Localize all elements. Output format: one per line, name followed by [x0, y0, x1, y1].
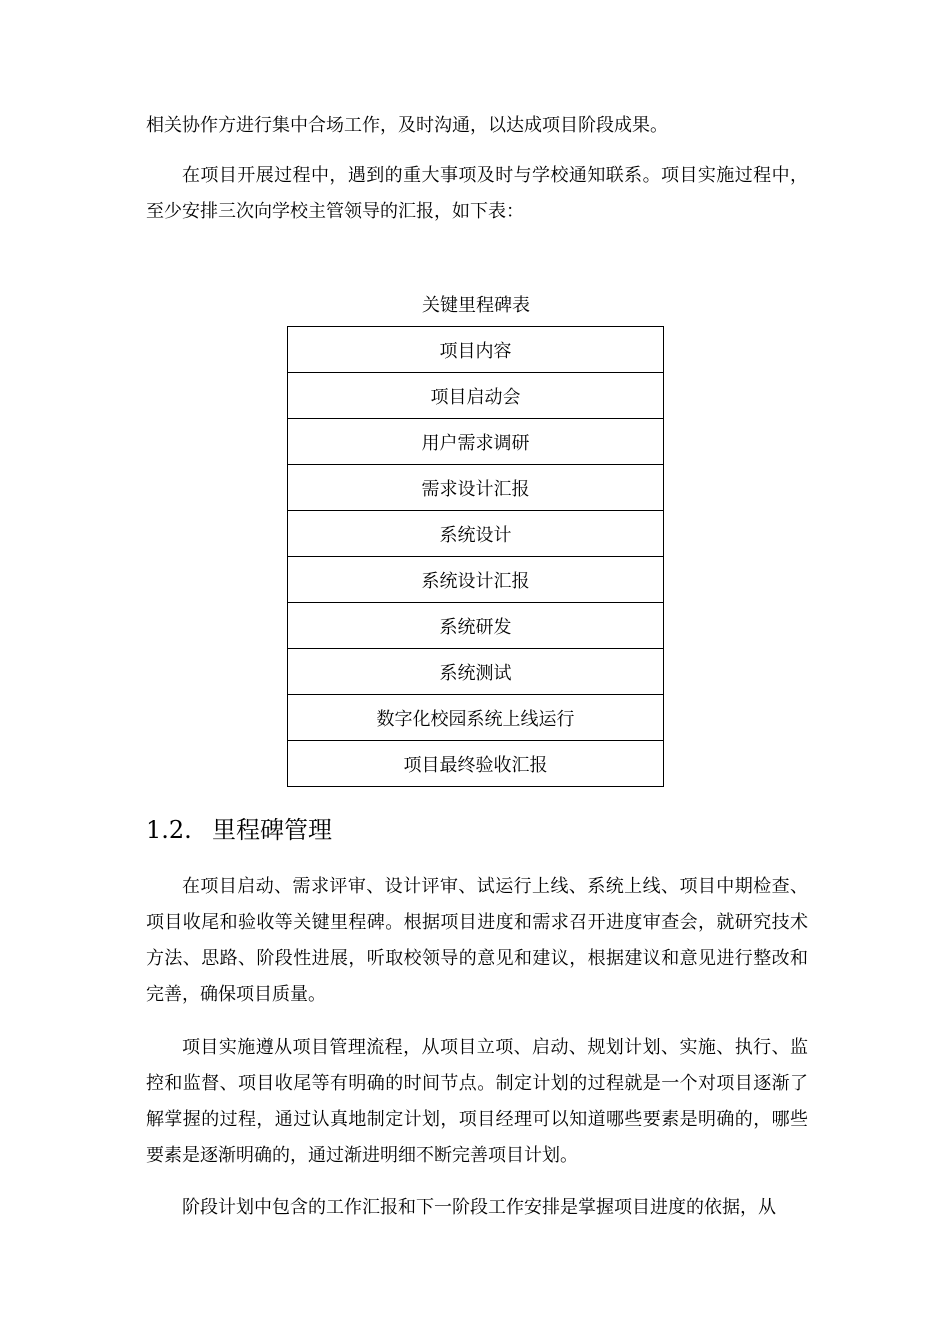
table-cell: 项目启动会: [288, 373, 664, 419]
table-cell: 用户需求调研: [288, 419, 664, 465]
table-cell: 项目内容: [288, 327, 664, 373]
table-row: [288, 419, 664, 465]
table-cell: 数字化校园系统上线运行: [288, 695, 664, 741]
table-row: [288, 741, 664, 787]
section-heading: [146, 812, 332, 848]
paragraph-process: 项目实施遵从项目管理流程，从项目立项、启动、规划计划、实施、执行、监控和监督、项目收尾等有明确的时间节点。制定计划的过程就是一个对项目逐渐了解掌握的过程，通过认真地制定计划，项目经理可以知道哪些要素是明确的，哪些要素是逐渐明确的，通过渐进明细不断完善项目计划。: [146, 1037, 808, 1166]
table-row: [288, 603, 664, 649]
section-title: 里程碑管理: [212, 816, 332, 844]
table-row: [288, 327, 664, 373]
table-cell: 项目最终验收汇报: [288, 741, 664, 787]
paragraph-milestones: 在项目启动、需求评审、设计评审、试运行上线、系统上线、项目中期检查、项目收尾和验收等关键里程碑。根据项目进度和需求召开进度审查会，就研究技术方法、思路、阶段性进展，听取校领导的意见和建议，根据建议和意见进行整改和完善，确保项目质量。: [146, 876, 808, 1005]
table-caption: 关键里程碑表: [422, 295, 530, 316]
paragraph-reporting: 在项目开展过程中，遇到的重大事项及时与学校通知联系。项目实施过程中，至少安排三次向学校主管领导的汇报，如下表：: [146, 165, 808, 222]
table-row: [288, 511, 664, 557]
paragraph-collaboration: 相关协作方进行集中合场工作，及时沟通，以达成项目阶段成果。: [146, 115, 668, 136]
paragraph-phase-plan: 阶段计划中包含的工作汇报和下一阶段工作安排是掌握项目进度的依据，从: [182, 1197, 776, 1218]
table-cell: 需求设计汇报: [288, 465, 664, 511]
table-row: [288, 649, 664, 695]
milestone-table: [287, 326, 664, 787]
table-cell: 系统设计: [288, 511, 664, 557]
section-number: 1.2.: [146, 816, 192, 844]
table-cell: 系统研发: [288, 603, 664, 649]
table-row: [288, 373, 664, 419]
table-row: [288, 695, 664, 741]
table-cell: 系统测试: [288, 649, 664, 695]
table-cell: 系统设计汇报: [288, 557, 664, 603]
table-row: [288, 557, 664, 603]
table-row: [288, 465, 664, 511]
